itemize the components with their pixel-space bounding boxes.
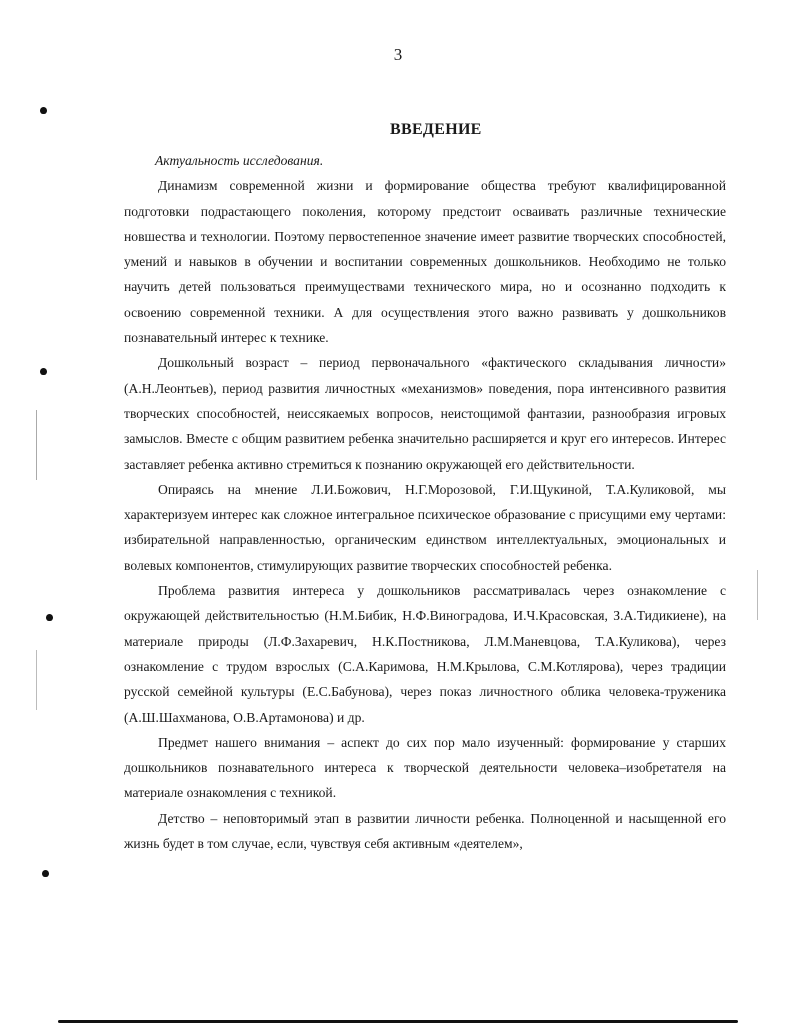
scan-artifact-line xyxy=(36,650,37,710)
paragraph: Предмет нашего внимания – аспект до сих пор мало изученный: формирование у старших дошкольников познавательного интереса к творческой деятельности человека–изобретателя на материале ознакомления с техникой. xyxy=(124,734,726,801)
paragraph: Детство – неповторимый этап в развитии личности ребенка. Полноценной и насыщенной его жизнь будет в том случае, если, чувствуя себя активным «деятелем», xyxy=(124,810,726,852)
binder-hole-mark xyxy=(42,870,49,877)
body-text xyxy=(124,148,726,856)
paragraph: Опираясь на мнение Л.И.Божович, Н.Г.Морозовой, Г.И.Щукиной, Т.А.Куликовой, мы характеризуем интерес как сложное интегральное психическое образование с присущими ему чертами: избирательной направленностью, органическим единством интеллектуальных, эмоциональных и волевых компонентов, стимулирующих развитие творческих способностей ребенка. xyxy=(124,481,726,573)
paragraph: Проблема развития интереса у дошкольников рассматривалась через ознакомление с окружающей действительностью (Н.М.Бибик, Н.Ф.Виноградова, И.Ч.Красовская, З.А.Тидикиене), на материале природы (Л.Ф.Захаревич, Н.К.Постникова, Л.М.Маневцова, Т.А.Куликова), через ознакомление с трудом взрослых (С.А.Каримова, Н.М.Крылова, С.М.Котлярова), через традиции русской семейной культуры (Е.С.Бабунова), через показ личностного облика человека-труженика (А.Ш.Шахманова, О.В.Артамонова) и др. xyxy=(124,583,726,725)
binder-hole-mark xyxy=(40,368,47,375)
binder-hole-mark xyxy=(46,614,53,621)
subtitle: Актуальность исследования. xyxy=(155,153,324,168)
paragraph: Дошкольный возраст – период первоначального «фактического складывания личности» (А.Н.Леонтьев), период развития личностных «механизмов» поведения, пора интенсивного развития творческих способностей, неиссякаемых вопросов, неистощимой фантазии, разнообразия игровых замыслов. Вместе с общим развитием ребенка значительно расширяется и круг его интересов. Интерес заставляет ребенка активно стремиться к познанию окружающей его действительности. xyxy=(124,355,726,472)
paragraph: Динамизм современной жизни и формирование общества требуют квалифицированной подготовки подрастающего поколения, которому предстоит осваивать различные технические новшества и технологии. Поэтому первостепенное значение имеет развитие творческих способностей, умений и навыков в обучении и воспитании современных дошкольников. Необходимо не только научить детей пользоваться преимуществами технического мира, но и осознанно подходить к освоению современной техники. А для осуществления этого важно развивать у дошкольников познавательный интерес к технике. xyxy=(124,178,726,346)
scan-artifact-line xyxy=(36,410,37,480)
scan-artifact-line xyxy=(757,570,758,620)
binder-hole-mark xyxy=(40,107,47,114)
section-title: ВВЕДЕНИЕ xyxy=(390,121,482,138)
page-number: 3 xyxy=(393,45,403,64)
bottom-scan-edge xyxy=(58,1020,738,1023)
